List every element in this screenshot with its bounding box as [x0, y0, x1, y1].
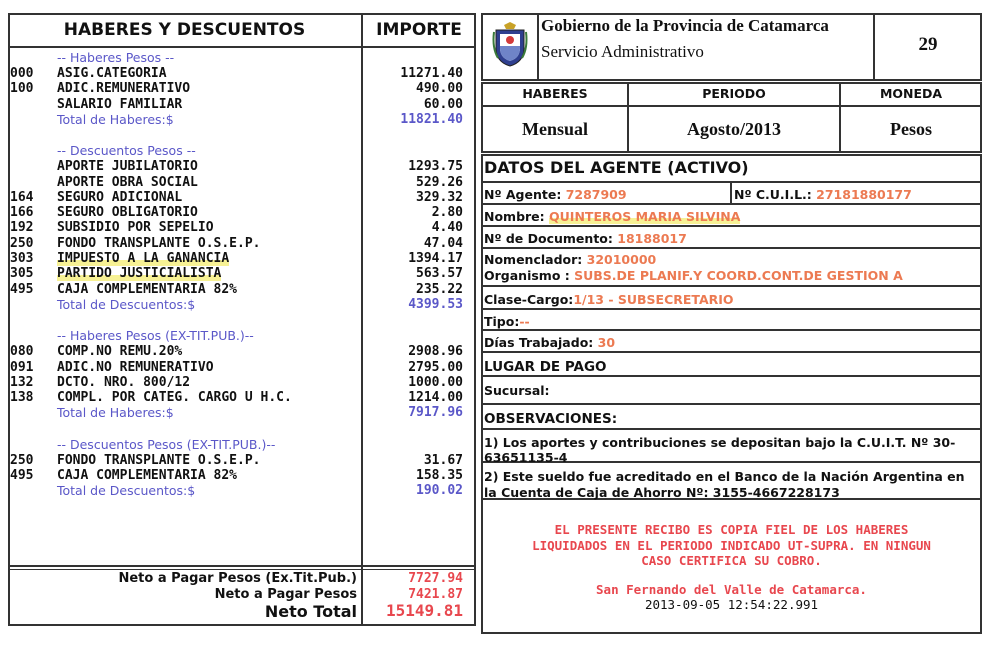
line-label: ADIC.NO REMUNERATIVO [57, 359, 214, 375]
notice-line-2: LIQUIDADOS EN EL PERIODO INDICADO UT-SUPRA. EN NINGUN [532, 538, 931, 553]
line-label: DCTO. NRO. 800/12 [57, 374, 191, 390]
tipo-value: -- [519, 314, 530, 329]
line-code: 250 [10, 452, 34, 468]
clase-value: 1/13 - SUBSECRETARIO [573, 292, 734, 307]
line-label: PARTIDO JUSTICIALISTA [57, 266, 222, 282]
sucursal-label: Sucursal: [484, 383, 550, 398]
header-divider-1 [537, 13, 539, 81]
line-code: 250 [10, 235, 34, 251]
line-code: 495 [10, 468, 34, 483]
periodo-label: PERIODO [702, 86, 766, 101]
moneda-label: MONEDA [879, 86, 943, 101]
line-code: 080 [10, 344, 34, 360]
total-label: Total de Haberes:$ [57, 111, 174, 127]
section-heading: -- Descuentos Pesos -- [57, 143, 196, 159]
line-label: CAJA COMPLEMENTARIA 82% [57, 468, 238, 483]
obs-1-line-2: 63651135-4 [484, 450, 568, 465]
line-code: 100 [10, 81, 34, 97]
haberes-label: HABERES [522, 86, 588, 101]
notice-place: San Fernando del Valle de Catamarca. [596, 582, 867, 597]
line-label: CAJA COMPLEMENTARIA 82% [57, 281, 238, 297]
total-label: Total de Descuentos:$ [57, 296, 196, 312]
left-title: HABERES Y DESCUENTOS [63, 20, 306, 40]
observaciones-heading: OBSERVACIONES: [484, 411, 618, 427]
line-label: APORTE OBRA SOCIAL [57, 174, 198, 190]
total-amount: 4399.53 [408, 296, 463, 312]
documento-label: Nº de Documento: [484, 231, 613, 246]
cuil-label: Nº C.U.I.L.: [734, 187, 812, 202]
obs-2-line-2: la Cuenta de Caja de Ahorro Nº: 3155-4667228173 [484, 485, 840, 500]
neto-ex-amount: 7727.94 [408, 571, 463, 586]
line-amount: 329.32 [416, 189, 463, 205]
line-amount: 2795.00 [408, 359, 463, 375]
line-amount: 2908.96 [408, 344, 463, 360]
line-label: SEGURO ADICIONAL [57, 189, 183, 205]
gov-title: Gobierno de la Provincia de Catamarca [541, 16, 829, 35]
line-label: APORTE JUBILATORIO [57, 159, 198, 175]
nomenclador-row [484, 252, 656, 267]
line-code: 303 [10, 251, 34, 266]
neto-total-label: Neto Total [264, 602, 357, 621]
header-divider-2 [873, 13, 875, 81]
nomenclador-value: 32010000 [586, 252, 657, 267]
importe-header: IMPORTE [376, 20, 462, 40]
total-amount: 11821.40 [400, 111, 463, 127]
clase-label: Clase-Cargo: [484, 292, 574, 307]
notice-line-1: EL PRESENTE RECIBO ES COPIA FIEL DE LOS HABERES [554, 522, 909, 537]
coat-of-arms-icon [490, 22, 530, 68]
lugar-pago-heading: LUGAR DE PAGO [484, 359, 607, 375]
periodo-value: Agosto/2013 [687, 119, 781, 139]
documento-row [484, 231, 687, 246]
left-footer-divider [8, 565, 476, 567]
line-amount: 47.04 [423, 235, 463, 251]
notice-line-3: CASO CERTIFICA SU COBRO. [641, 553, 822, 568]
line-amount: 11271.40 [400, 66, 463, 81]
dias-label: Días Trabajado: [484, 335, 594, 350]
nombre-value: QUINTEROS MARIA SILVINA [549, 209, 741, 224]
line-amount: 563.57 [416, 266, 463, 282]
line-amount: 1000.00 [408, 374, 463, 390]
service-title: Servicio Administrativo [541, 42, 704, 61]
obs-2-line-1: 2) Este sueldo fue acreditado en el Banco de la Nación Argentina en [484, 469, 965, 484]
items-list [0, 0, 476, 565]
line-code: 192 [10, 220, 34, 236]
line-label: FONDO TRANSPLANTE O.S.E.P. [57, 235, 261, 251]
dias-row [484, 335, 615, 350]
line-amount: 2.80 [431, 205, 463, 221]
line-amount: 4.40 [431, 220, 463, 236]
section-heading: -- Haberes Pesos -- [57, 50, 175, 65]
notice-timestamp: 2013-09-05 12:54:22.991 [644, 597, 819, 612]
agente-label: Nº Agente: [484, 187, 562, 202]
organismo-row [484, 268, 903, 283]
organismo-label: Organismo : [484, 268, 570, 283]
section-heading: -- Descuentos Pesos (EX-TIT.PUB.)-- [57, 436, 276, 452]
section-heading: -- Haberes Pesos (EX-TIT.PUB.)-- [57, 328, 254, 344]
cuil-row [734, 187, 912, 202]
neto-label: Neto a Pagar Pesos [214, 587, 357, 602]
total-label: Total de Haberes:$ [57, 405, 174, 421]
line-label: COMPL. POR CATEG. CARGO U H.C. [57, 390, 292, 406]
organismo-value: SUBS.DE PLANIF.Y COORD.CONT.DE GESTION A [574, 268, 903, 283]
neto-total-amount: 15149.81 [385, 601, 463, 620]
line-amount: 1394.17 [408, 251, 463, 266]
agent-title: DATOS DEL AGENTE (ACTIVO) [484, 158, 749, 177]
line-label: FONDO TRANSPLANTE O.S.E.P. [57, 452, 261, 468]
line-amount: 158.35 [416, 468, 463, 483]
nombre-row [484, 209, 740, 224]
neto-ex-label: Neto a Pagar Pesos (Ex.Tit.Pub.) [118, 571, 357, 586]
line-amount: 490.00 [416, 81, 463, 97]
moneda-value: Pesos [890, 119, 932, 139]
line-label: SUBSIDIO POR SEPELIO [57, 220, 214, 236]
line-code: 164 [10, 189, 34, 205]
line-code: 495 [10, 281, 34, 297]
line-label: IMPUESTO A LA GANANCIA [57, 251, 230, 266]
clase-row [484, 292, 734, 307]
tipo-row [484, 314, 530, 329]
line-code: 000 [10, 66, 34, 81]
period-row-divider [481, 105, 982, 107]
line-label: SALARIO FAMILIAR [57, 96, 183, 112]
agente-value: 7287909 [565, 187, 627, 202]
line-label: ADIC.REMUNERATIVO [57, 81, 191, 97]
line-amount: 529.26 [416, 174, 463, 190]
total-label: Total de Descuentos:$ [57, 483, 196, 499]
dias-value: 30 [597, 335, 616, 350]
line-amount: 31.67 [423, 452, 463, 468]
line-amount: 1293.75 [408, 159, 463, 175]
line-code: 091 [10, 359, 34, 375]
cuil-value: 27181880177 [816, 187, 912, 202]
documento-value: 18188017 [617, 231, 687, 246]
agente-row [484, 187, 627, 202]
line-label: SEGURO OBLIGATORIO [57, 205, 198, 221]
tipo-label: Tipo: [484, 314, 520, 329]
total-amount: 7917.96 [408, 405, 463, 421]
haberes-value: Mensual [521, 119, 588, 139]
obs-1-line-1: 1) Los aportes y contribuciones se depositan bajo la C.U.I.T. Nº 30- [484, 435, 956, 450]
neto-amount: 7421.87 [408, 587, 463, 602]
line-amount: 235.22 [416, 281, 463, 297]
line-amount: 1214.00 [408, 390, 463, 406]
line-code: 138 [10, 390, 34, 406]
line-code: 305 [10, 266, 34, 282]
line-amount: 60.00 [423, 96, 463, 112]
total-amount: 190.02 [416, 483, 463, 499]
receipt-number: 29 [918, 34, 938, 55]
line-label: COMP.NO REMU.20% [57, 344, 183, 360]
nomenclador-label: Nomenclador: [484, 252, 583, 267]
line-label: ASIG.CATEGORIA [57, 66, 167, 81]
line-code: 132 [10, 374, 34, 390]
nombre-label: Nombre: [484, 209, 545, 224]
line-code: 166 [10, 205, 34, 221]
left-footer-divider-2 [8, 569, 476, 570]
